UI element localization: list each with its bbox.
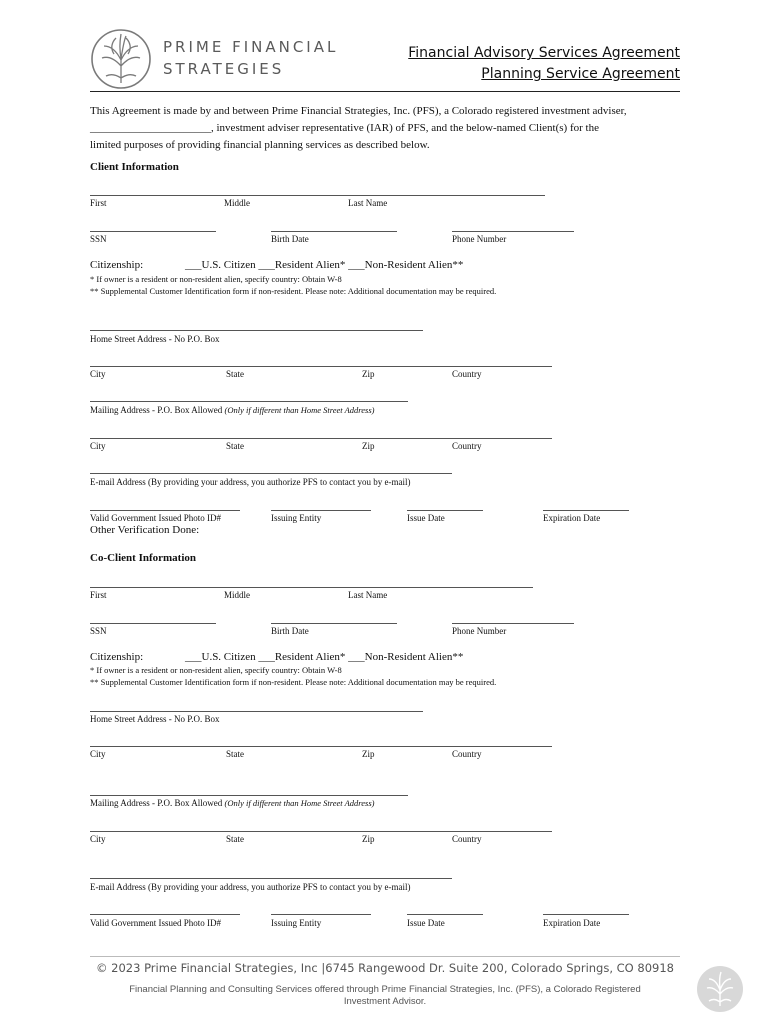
client-mailing-state-label: State — [226, 441, 244, 451]
coclient-email-field[interactable] — [90, 878, 452, 879]
coclient-middle-label: Middle — [224, 590, 250, 600]
footer-copyright: © 2023 Prime Financial Strategies, Inc |6745 Rangewood Dr. Suite 200, Colorado Springs, CO 80918 — [96, 961, 674, 975]
coclient-mailing-state-label: State — [226, 834, 244, 844]
client-citizenship-options[interactable]: ___U.S. Citizen ___Resident Alien* ___Non-Resident Alien** — [185, 259, 464, 271]
coclient-supplemental-note: ** Supplemental Customer Identification form if non-resident. Please note: Additional documentation may be required. — [90, 677, 497, 687]
coclient-mailing-address-label — [90, 798, 375, 808]
coclient-alien-note: * If owner is a resident or non-resident alien, specify country: Obtain W-8 — [90, 665, 342, 675]
coclient-city-state-zip-field[interactable] — [90, 746, 552, 747]
client-zip-label: Zip — [362, 369, 375, 379]
company-logo-tree-icon — [90, 28, 152, 90]
coclient-name-field[interactable] — [90, 587, 533, 588]
client-issuing-entity-field[interactable] — [271, 510, 371, 511]
client-citizenship-label: Citizenship: — [90, 259, 144, 271]
coclient-mailing-zip-label: Zip — [362, 834, 375, 844]
client-mailing-city-label: City — [90, 441, 106, 451]
client-mailing-address-field[interactable] — [90, 401, 408, 402]
coclient-issue-date-label: Issue Date — [407, 918, 445, 928]
coclient-state-label: State — [226, 749, 244, 759]
coclient-mailing-address-field[interactable] — [90, 795, 408, 796]
client-alien-note: * If owner is a resident or non-resident alien, specify country: Obtain W-8 — [90, 274, 342, 284]
client-birth-date-label: Birth Date — [271, 234, 309, 244]
coclient-phone-label: Phone Number — [452, 626, 507, 636]
coclient-photo-id-field[interactable] — [90, 914, 240, 915]
coclient-expiration-date-label: Expiration Date — [543, 918, 601, 928]
intro-line-2: ______________________, investment adviser representative (IAR) of PFS, and the below-named Client(s) for the — [90, 122, 599, 134]
coclient-mailing-note: (Only if different than Home Street Address) — [224, 798, 375, 808]
client-first-label: First — [90, 198, 107, 208]
coclient-ssn-field[interactable] — [90, 623, 216, 624]
company-logo-text — [163, 36, 338, 80]
coclient-birth-date-label: Birth Date — [271, 626, 309, 636]
client-mailing-note: (Only if different than Home Street Address) — [224, 405, 375, 415]
client-expiration-date-field[interactable] — [543, 510, 629, 511]
client-issuing-entity-label: Issuing Entity — [271, 513, 322, 523]
coclient-photo-id-label: Valid Government Issued Photo ID# — [90, 918, 221, 928]
client-city-label: City — [90, 369, 106, 379]
coclient-citizenship-label: Citizenship: — [90, 651, 144, 663]
client-other-verification-label: Other Verification Done: — [90, 524, 200, 536]
coclient-home-address-field[interactable] — [90, 711, 423, 712]
client-phone-label: Phone Number — [452, 234, 507, 244]
client-home-address-field[interactable] — [90, 330, 423, 331]
logo-line-2: STRATEGIES — [163, 60, 285, 78]
coclient-expiration-date-field[interactable] — [543, 914, 629, 915]
coclient-phone-field[interactable] — [452, 623, 574, 624]
document-title-line-1: Financial Advisory Services Agreement — [408, 45, 680, 61]
client-photo-id-label: Valid Government Issued Photo ID# — [90, 513, 221, 523]
intro-line-3: limited purposes of providing financial planning services as described below. — [90, 139, 430, 151]
client-phone-field[interactable] — [452, 231, 574, 232]
client-ssn-field[interactable] — [90, 231, 216, 232]
client-home-address-label: Home Street Address - No P.O. Box — [90, 334, 220, 344]
client-supplemental-note: ** Supplemental Customer Identification form if non-resident. Please note: Additional documentation may be required. — [90, 286, 497, 296]
client-expiration-date-label: Expiration Date — [543, 513, 601, 523]
client-email-field[interactable] — [90, 473, 452, 474]
coclient-email-label: E-mail Address (By providing your address, you authorize PFS to contact you by e-mail) — [90, 882, 411, 892]
coclient-info-heading: Co-Client Information — [90, 552, 197, 564]
client-mailing-zip-label: Zip — [362, 441, 375, 451]
intro-line-1: This Agreement is made by and between Prime Financial Strategies, Inc. (PFS), a Colorado registered investment adviser, — [90, 105, 627, 117]
footer-logo-badge-icon — [697, 966, 743, 1012]
footer-divider — [90, 956, 680, 957]
coclient-citizenship-options[interactable]: ___U.S. Citizen ___Resident Alien* ___Non-Resident Alien** — [185, 651, 464, 663]
client-birth-date-field[interactable] — [271, 231, 397, 232]
client-middle-label: Middle — [224, 198, 250, 208]
header-divider — [90, 91, 680, 92]
coclient-issue-date-field[interactable] — [407, 914, 483, 915]
client-issue-date-label: Issue Date — [407, 513, 445, 523]
coclient-mailing-label-text: Mailing Address - P.O. Box Allowed — [90, 798, 223, 808]
coclient-last-label: Last Name — [348, 590, 388, 600]
client-country-label: Country — [452, 369, 482, 379]
coclient-mailing-city-label: City — [90, 834, 106, 844]
client-state-label: State — [226, 369, 244, 379]
agreement-intro — [90, 103, 690, 154]
client-email-label: E-mail Address (By providing your address, you authorize PFS to contact you by e-mail) — [90, 477, 411, 487]
coclient-first-label: First — [90, 590, 107, 600]
footer-disclosure: Financial Planning and Consulting Services offered through Prime Financial Strategies, Inc. (PFS), a Colorado Registered Investment Advisor. — [129, 984, 641, 1007]
coclient-zip-label: Zip — [362, 749, 375, 759]
coclient-mailing-country-label: Country — [452, 834, 482, 844]
document-title — [408, 43, 680, 85]
client-mailing-country-label: Country — [452, 441, 482, 451]
client-mailing-city-state-zip-field[interactable] — [90, 438, 552, 439]
coclient-mailing-city-state-zip-field[interactable] — [90, 831, 552, 832]
client-last-label: Last Name — [348, 198, 388, 208]
coclient-home-address-label: Home Street Address - No P.O. Box — [90, 714, 220, 724]
client-issue-date-field[interactable] — [407, 510, 483, 511]
coclient-birth-date-field[interactable] — [271, 623, 397, 624]
client-name-field[interactable] — [90, 195, 545, 196]
logo-line-1: PRIME FINANCIAL — [163, 38, 339, 56]
coclient-country-label: Country — [452, 749, 482, 759]
document-title-line-2: Planning Service Agreement — [481, 66, 680, 82]
coclient-issuing-entity-label: Issuing Entity — [271, 918, 322, 928]
client-mailing-label-text: Mailing Address - P.O. Box Allowed — [90, 405, 223, 415]
client-info-heading: Client Information — [90, 161, 179, 173]
coclient-ssn-label: SSN — [90, 626, 107, 636]
client-photo-id-field[interactable] — [90, 510, 240, 511]
coclient-city-label: City — [90, 749, 106, 759]
client-mailing-address-label — [90, 405, 375, 415]
client-city-state-zip-field[interactable] — [90, 366, 552, 367]
client-ssn-label: SSN — [90, 234, 107, 244]
coclient-issuing-entity-field[interactable] — [271, 914, 371, 915]
